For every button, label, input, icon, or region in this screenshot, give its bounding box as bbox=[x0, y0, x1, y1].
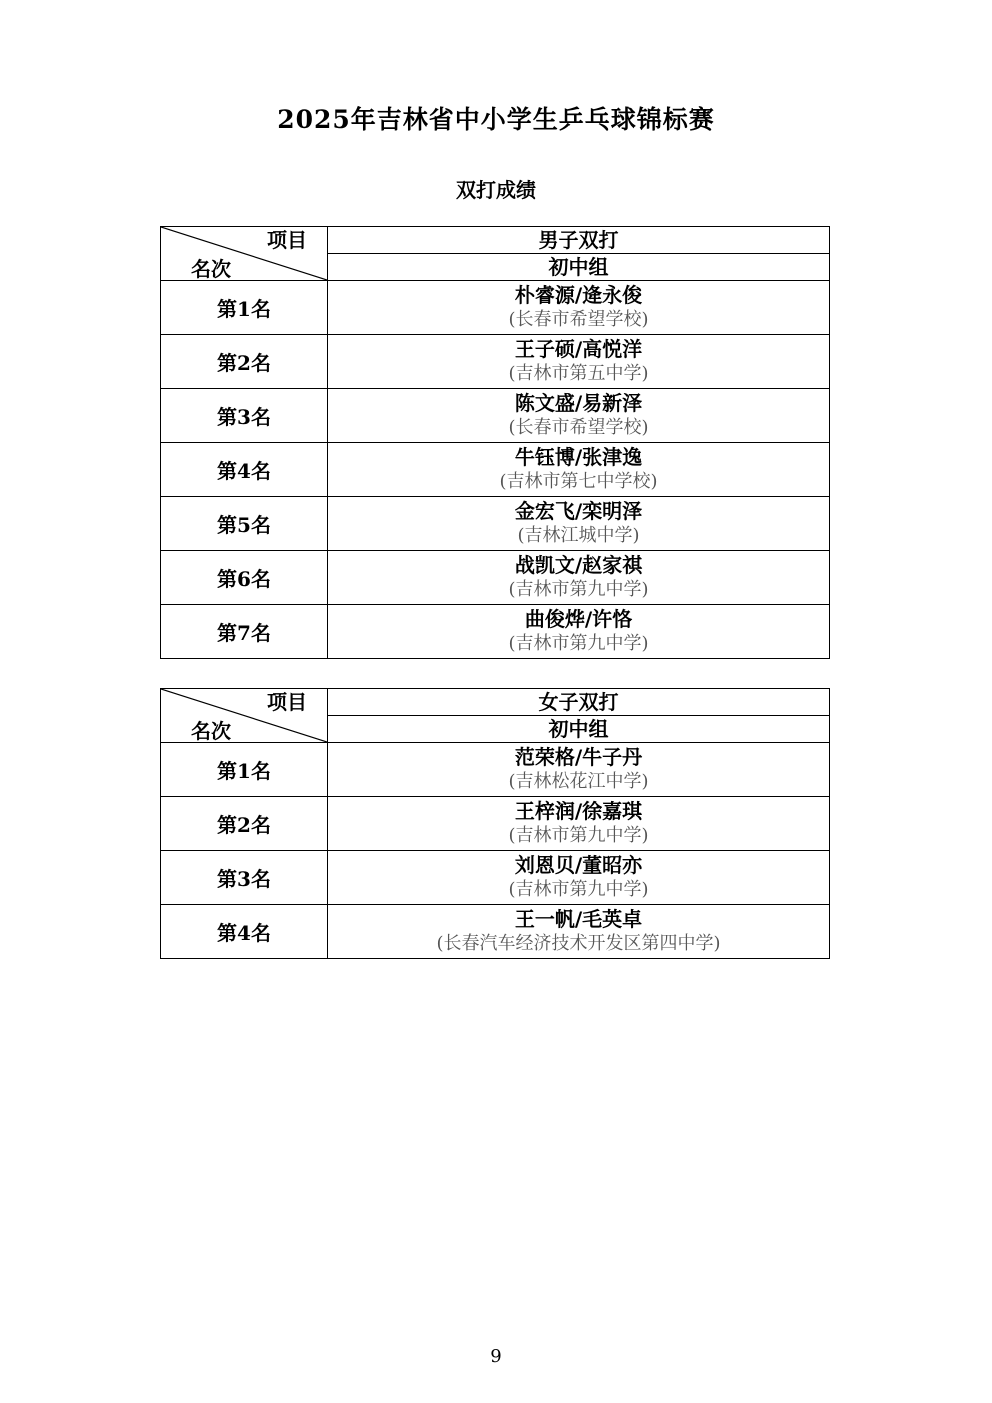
table-row bbox=[161, 905, 830, 959]
table-row bbox=[161, 281, 830, 335]
player-names: 王子硕/高悦洋 bbox=[514, 337, 643, 361]
result-cell bbox=[328, 551, 830, 605]
rank-cell: 第1名 bbox=[161, 743, 328, 797]
rank-cell: 第6名 bbox=[161, 551, 328, 605]
school-name: (吉林市第九中学) bbox=[508, 579, 649, 600]
player-names: 金宏飞/栾明泽 bbox=[514, 499, 643, 523]
result-cell bbox=[328, 335, 830, 389]
rank-cell: 第4名 bbox=[161, 905, 328, 959]
school-name: (吉林市第九中学) bbox=[508, 879, 649, 900]
result-cell bbox=[328, 605, 830, 659]
rank-cell: 第4名 bbox=[161, 443, 328, 497]
table-row bbox=[161, 797, 830, 851]
player-names: 王梓润/徐嘉琪 bbox=[514, 799, 643, 823]
corner-event-label: 项目 bbox=[267, 690, 307, 714]
player-names: 战凯文/赵家祺 bbox=[514, 553, 643, 577]
table-row bbox=[161, 389, 830, 443]
table-corner-cell bbox=[161, 227, 328, 281]
table-row bbox=[161, 443, 830, 497]
school-name: (吉林松花江中学) bbox=[508, 771, 649, 792]
table-row bbox=[161, 605, 830, 659]
result-cell bbox=[328, 497, 830, 551]
mens-doubles-table bbox=[160, 226, 830, 659]
player-names: 曲俊烨/许恪 bbox=[524, 607, 633, 631]
result-cell bbox=[328, 281, 830, 335]
corner-event-label: 项目 bbox=[267, 228, 307, 252]
result-cell bbox=[328, 389, 830, 443]
rank-cell: 第1名 bbox=[161, 281, 328, 335]
table-row bbox=[161, 335, 830, 389]
rank-cell: 第5名 bbox=[161, 497, 328, 551]
school-name: (吉林江城中学) bbox=[517, 525, 640, 546]
result-cell bbox=[328, 797, 830, 851]
table-row bbox=[161, 551, 830, 605]
rank-cell: 第2名 bbox=[161, 335, 328, 389]
corner-rank-label: 名次 bbox=[191, 257, 231, 281]
school-name: (长春市希望学校) bbox=[508, 417, 649, 438]
event-header: 男子双打 bbox=[328, 227, 830, 254]
womens-doubles-table bbox=[160, 688, 830, 959]
school-name: (吉林市第五中学) bbox=[508, 363, 649, 384]
corner-rank-label: 名次 bbox=[191, 719, 231, 743]
rank-cell: 第2名 bbox=[161, 797, 328, 851]
school-name: (吉林市第七中学校) bbox=[499, 471, 658, 492]
table-corner-cell bbox=[161, 689, 328, 743]
result-cell bbox=[328, 851, 830, 905]
player-names: 牛钰博/张津逸 bbox=[514, 445, 643, 469]
event-header: 女子双打 bbox=[328, 689, 830, 716]
group-header: 初中组 bbox=[328, 254, 830, 281]
player-names: 陈文盛/易新泽 bbox=[514, 391, 643, 415]
table-row bbox=[161, 743, 830, 797]
school-name: (长春汽车经济技术开发区第四中学) bbox=[436, 933, 721, 954]
result-cell bbox=[328, 743, 830, 797]
document-subtitle: 双打成绩 bbox=[456, 178, 536, 202]
rank-cell: 第3名 bbox=[161, 389, 328, 443]
page-number: 9 bbox=[490, 1346, 502, 1367]
document-title: 2025年吉林省中小学生乒乓球锦标赛 bbox=[277, 105, 715, 134]
table-row bbox=[161, 851, 830, 905]
result-cell bbox=[328, 443, 830, 497]
rank-cell: 第3名 bbox=[161, 851, 328, 905]
player-names: 王一帆/毛英卓 bbox=[514, 907, 643, 931]
player-names: 范荣格/牛子丹 bbox=[514, 745, 643, 769]
player-names: 朴睿源/逄永俊 bbox=[514, 283, 643, 307]
school-name: (吉林市第九中学) bbox=[508, 825, 649, 846]
school-name: (长春市希望学校) bbox=[508, 309, 649, 330]
table-row bbox=[161, 497, 830, 551]
group-header: 初中组 bbox=[328, 716, 830, 743]
result-cell bbox=[328, 905, 830, 959]
school-name: (吉林市第九中学) bbox=[508, 633, 649, 654]
player-names: 刘恩贝/董昭亦 bbox=[514, 853, 643, 877]
rank-cell: 第7名 bbox=[161, 605, 328, 659]
